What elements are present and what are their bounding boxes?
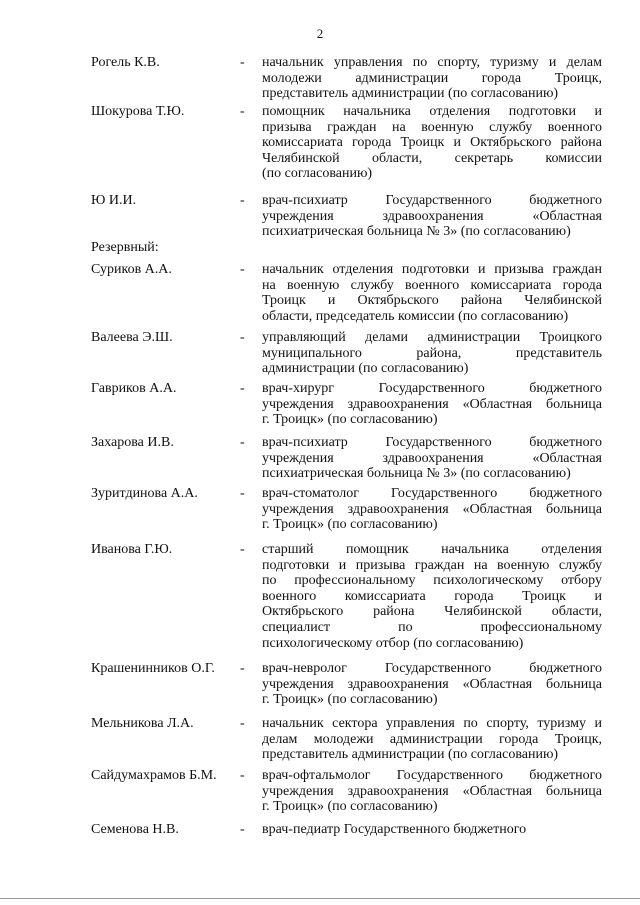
position-line: учреждения здравоохранения «Областная: [262, 450, 602, 466]
member-position: [262, 661, 602, 708]
member-name: Рогель К.В.: [91, 55, 160, 70]
member-name: Шокурова Т.Ю.: [91, 104, 185, 119]
member-position: [262, 542, 602, 651]
member-position: [262, 486, 602, 533]
member-position: [262, 435, 602, 482]
position-line: Челябинской области, секретарь комиссии: [262, 150, 602, 166]
position-line: начальник отделения подготовки и призыва граждан: [262, 262, 602, 277]
position-line: делам молодежи администрации города Троицк,: [262, 731, 602, 747]
member-name: Крашенинников О.Г.: [91, 661, 215, 676]
position-line: учреждения здравоохранения «Областная больница: [262, 676, 602, 692]
position-line: администрации (по согласованию): [262, 361, 469, 377]
member-position: [262, 193, 602, 240]
dash-separator: -: [240, 381, 245, 396]
dash-separator: -: [240, 330, 245, 345]
position-line: учреждения здравоохранения «Областная больница: [262, 501, 602, 517]
position-line: учреждения здравоохранения «Областная больница: [262, 396, 602, 412]
member-position: [262, 262, 602, 324]
member-name: Иванова Г.Ю.: [91, 542, 173, 557]
member-name: Сайдумахрамов Б.М.: [91, 768, 217, 783]
position-line: г. Троицк» (по согласованию): [262, 799, 438, 815]
position-line: врач-офтальмолог Государственного бюджетного: [262, 768, 602, 783]
position-line: учреждения здравоохранения «Областная больница: [262, 783, 602, 799]
dash-separator: -: [240, 486, 245, 501]
position-line: призыва граждан на военную службу военного: [262, 119, 602, 135]
member-name: Ю И.И.: [91, 193, 137, 208]
dash-separator: -: [240, 716, 245, 731]
member-name: Мельникова Л.А.: [91, 716, 194, 731]
member-name: Захарова И.В.: [91, 435, 174, 450]
position-line: на военную службу военного комиссариата города: [262, 277, 602, 293]
page-number: 2: [316, 26, 324, 41]
dash-separator: -: [240, 104, 245, 119]
dash-separator: -: [240, 262, 245, 277]
position-line: г. Троицк» (по согласованию): [262, 412, 438, 428]
member-name: Валеева Э.Ш.: [91, 330, 173, 345]
position-line: специалист по профессиональному: [262, 619, 602, 635]
position-line: врач-стоматолог Государственного бюджетного: [262, 486, 602, 501]
position-line: врач-невролог Государственного бюджетного: [262, 661, 602, 676]
dash-separator: -: [240, 435, 245, 450]
member-name: Зуритдинова А.А.: [91, 486, 198, 501]
position-line: психологическому отбор (по согласованию): [262, 635, 524, 651]
position-line: врач-психиатр Государственного бюджетного: [262, 435, 602, 450]
dash-separator: -: [240, 193, 245, 208]
member-position: [262, 104, 602, 182]
position-line: молодежи администрации города Троицк,: [262, 70, 602, 86]
position-line: психиатрическая больница № 3» (по согласованию): [262, 466, 571, 482]
position-line: врач-хирург Государственного бюджетного: [262, 381, 602, 396]
position-line: (по согласованию): [262, 166, 373, 182]
position-line: старший помощник начальника отделения: [262, 542, 602, 557]
position-line: представитель администрации (по согласованию): [262, 747, 559, 763]
member-position: [262, 822, 602, 838]
position-line: начальник сектора управления по спорту, туризму и: [262, 716, 602, 731]
position-line: психиатрическая больница № 3» (по согласованию): [262, 224, 571, 240]
dash-separator: -: [240, 822, 245, 837]
position-line: г. Троицк» (по согласованию): [262, 517, 438, 533]
member-position: [262, 330, 602, 377]
position-line: подготовки и призыва граждан на военную службу: [262, 557, 602, 573]
position-line: представитель администрации (по согласованию): [262, 86, 559, 102]
dash-separator: -: [240, 661, 245, 676]
position-line: по профессиональному психологическому отбору: [262, 573, 602, 589]
position-line: начальник управления по спорту, туризму и делам: [262, 55, 602, 70]
position-line: г. Троицк» (по согласованию): [262, 692, 438, 708]
reserve-heading: Резервный:: [91, 240, 159, 255]
member-name: Гавриков А.А.: [91, 381, 177, 396]
member-position: [262, 381, 602, 428]
dash-separator: -: [240, 768, 245, 783]
position-line: Октябрьского района Челябинской области,: [262, 604, 602, 620]
position-line: управляющий делами администрации Троицкого: [262, 330, 602, 345]
member-name: Семенова Н.В.: [91, 822, 179, 837]
position-line: Троицк и Октябрьского района Челябинской: [262, 293, 602, 309]
member-name: Суриков А.А.: [91, 262, 172, 277]
position-line: учреждения здравоохранения «Областная: [262, 208, 602, 224]
member-position: [262, 768, 602, 815]
position-line: области, председатель комиссии (по согласованию): [262, 308, 569, 324]
position-line: комиссариата города Троицк и Октябрьского района: [262, 135, 602, 151]
position-line: муниципального района, представитель: [262, 345, 602, 361]
dash-separator: -: [240, 55, 245, 70]
dash-separator: -: [240, 542, 245, 557]
position-line: врач-педиатр Государственного бюджетного: [262, 822, 527, 837]
position-line: помощник начальника отделения подготовки и: [262, 104, 602, 119]
bottom-rule: [0, 898, 640, 899]
position-line: военного комиссариата города Троицк и: [262, 588, 602, 604]
member-position: [262, 716, 602, 763]
position-line: врач-психиатр Государственного бюджетного: [262, 193, 602, 208]
member-position: [262, 55, 602, 102]
